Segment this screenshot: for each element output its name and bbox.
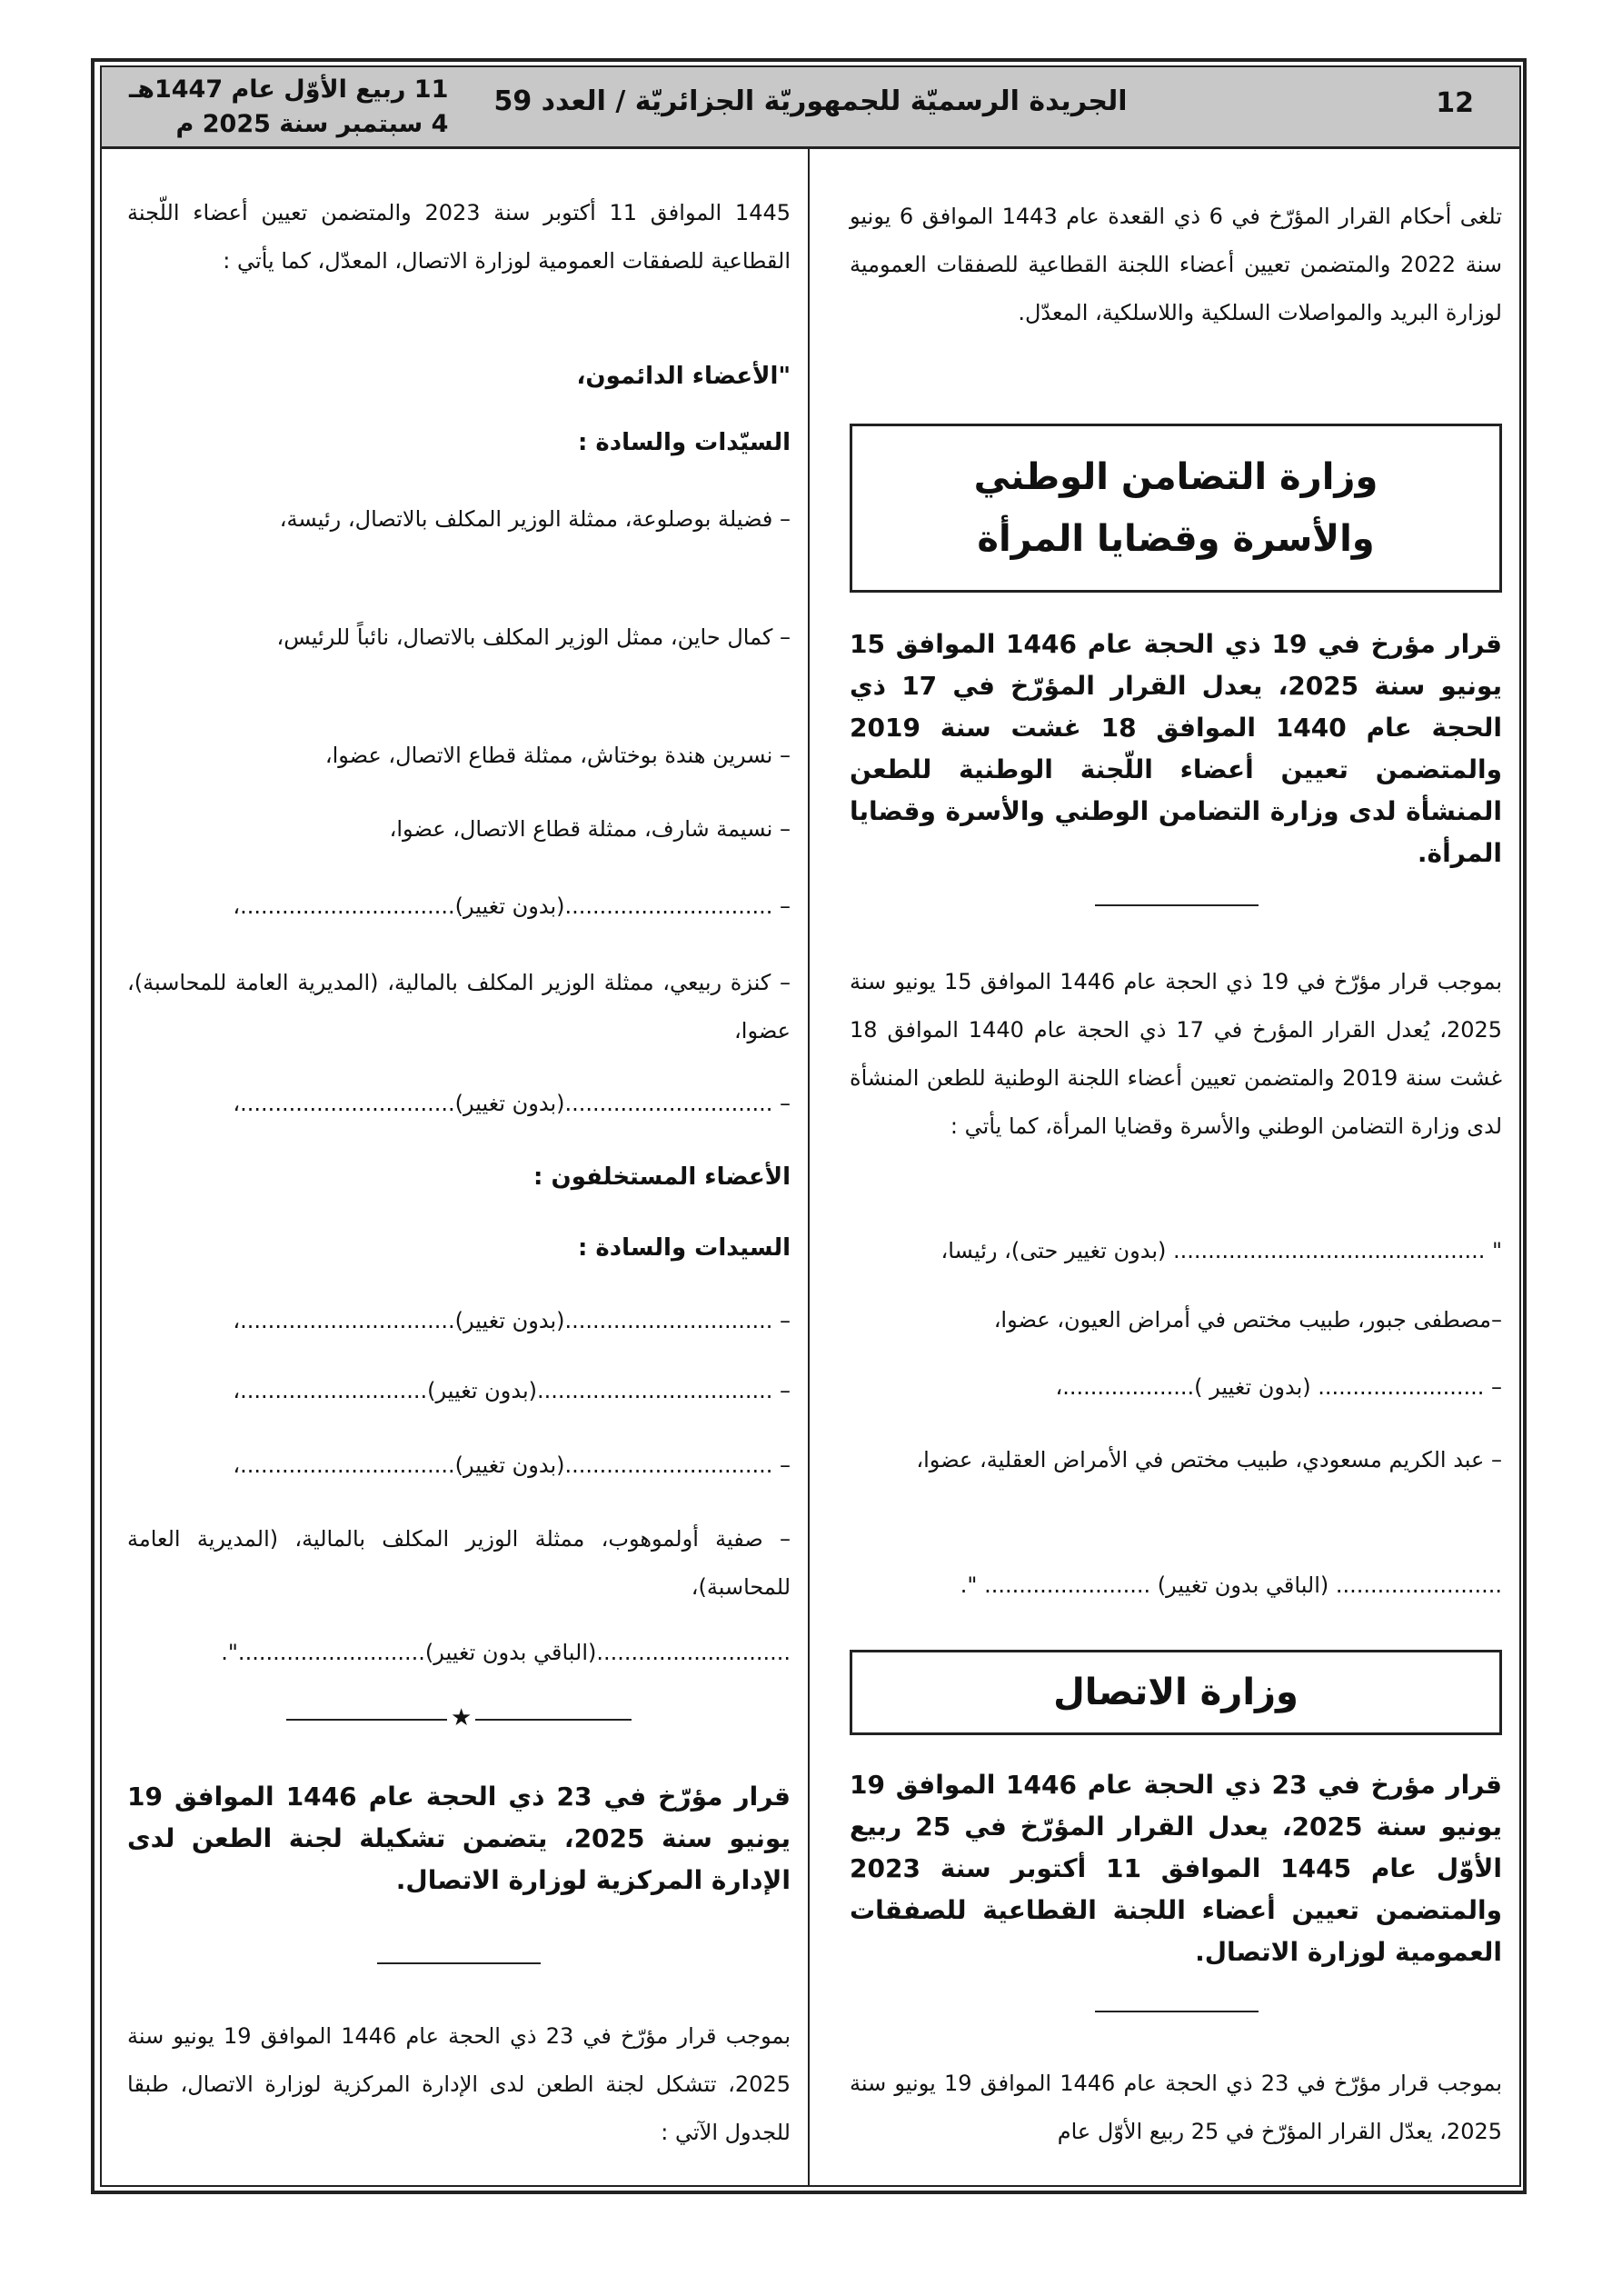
issue-date [129,73,448,142]
list-item: ............................(الباقي بدون تغيير)...........................". [221,1640,791,1665]
subheading: السيدات والسادة : [577,1234,791,1262]
list-item: – كمال حاين، ممثل الوزير المكلف بالاتصال، نائباً للرئيس، [276,624,791,650]
decree-title: قرار مؤرّخ في 23 ذي الحجة عام 1446 الموافق 19 يونيو سنة 2025، يتضمن تشكيلة لجنة الطعن لدى الإدارة المركزية لوزارة الاتصال. [127,1782,791,1895]
paragraph: بموجب قرار مؤرّخ في 19 ذي الحجة عام 1446 الموافق 15 يونيو سنة 2025، يُعدل القرار المؤرخ في 17 ذي الحجة عام 1440 الموافق 18 غشت سنة 2019 والمتضمن تعيين أعضاء اللجنة الوطنية للطعن المنشأة لدى وزارة التضامن الوطني والأسرة وقضايا المرأة، كما يأتي : [850,969,1503,1139]
list-item: – ..............................(بدون تغيير)...............................، [233,1091,791,1116]
journal-title: الجريدة الرسميّة للجمهوريّة الجزائريّة / العدد 59 [493,85,1128,117]
star-icon: ★ [447,1706,475,1730]
date-hijri: 11 ربيع الأوّل عام 1447هـ [129,75,449,104]
page-header [102,67,1519,149]
paragraph: بموجب قرار مؤرّخ في 23 ذي الحجة عام 1446 الموافق 19 يونيو سنة 2025، تتشكل لجنة الطعن لدى الإدارة المركزية لوزارة الاتصال، طبقا للجدول الآتي : [127,2023,791,2145]
separator [377,1962,541,1964]
list-item: – فضيلة بوصلوعة، ممثلة الوزير المكلف بالاتصال، رئيسة، [279,506,791,532]
paragraph: تلغى أحكام القرار المؤرّخ في 6 ذي القعدة عام 1443 الموافق 6 يونيو سنة 2022 والمتضمن تعيين أعضاء اللجنة القطاعية للصفقات العمومية لوزارة البريد والمواصلات السلكية واللاسلكية، المعدّل. [850,204,1503,325]
list-item: –مصطفى جبور، طبيب مختص في أمراض العيون، عضوا، [993,1307,1502,1333]
subheading: السيّدات والسادة : [577,429,791,456]
list-item: – ..................................(بدون تغيير)...........................، [233,1378,791,1403]
list-item: – نسرين هندة بوختاش، ممثلة قطاع الاتصال، عضوا، [324,743,791,768]
list-item: – صفية أولموهوب، ممثلة الوزير المكلف بالمالية، (المديرية العامة للمحاسبة)، [127,1526,791,1600]
ministry-heading: وزارة الاتصال [850,1650,1502,1735]
list-item: ........................ (الباقي بدون تغيير) ........................ ". [960,1572,1502,1598]
list-item: – ..............................(بدون تغيير)...............................، [233,893,791,919]
list-item: – عبد الكريم مسعودي، طبيب مختص في الأمراض العقلية، عضوا، [916,1447,1502,1472]
list-item: – ..............................(بدون تغيير)...............................، [233,1452,791,1478]
list-item: – ........................ (بدون تغيير )...................، [1055,1374,1502,1400]
separator [1095,2011,1259,2012]
column-divider [808,149,810,2185]
paragraph: 1445 الموافق 11 أكتوبر سنة 2023 والمتضمن تعيين أعضاء اللّجنة القطاعية للصفقات العمومية لوزارة الاتصال، المعدّل، كما يأتي : [127,200,791,274]
date-gregorian: 4 سبتمبر سنة 2025 م [175,110,449,138]
separator [1095,904,1259,906]
list-item: – كنزة ربيعي، ممثلة الوزير المكلف بالمالية، (المديرية العامة للمحاسبة)، عضوا، [127,970,791,1043]
subheading: الأعضاء المستخلفون : [533,1163,791,1191]
subheading: "الأعضاء الدائمون، [576,363,791,390]
list-item: – نسيمة شارف، ممثلة قطاع الاتصال، عضوا، [389,816,791,842]
paragraph: بموجب قرار مؤرّخ في 23 ذي الحجة عام 1446 الموافق 19 يونيو سنة 2025، يعدّل القرار المؤرّخ في 25 ربيع الأوّل عام [850,2071,1503,2144]
list-item: " ............................................. (بدون تغيير حتى)، رئيسا، [940,1238,1502,1263]
list-item: – ..............................(بدون تغيير)...............................، [233,1308,791,1333]
page-number: 12 [1436,87,1474,119]
ministry-heading: وزارة التضامن الوطني والأسرة وقضايا المرأة [850,424,1502,593]
decree-title: قرار مؤرخ في 19 ذي الحجة عام 1446 الموافق 15 يونيو سنة 2025، يعدل القرار المؤرّخ في 17 ذي الحجة عام 1440 الموافق 18 غشت سنة 2019 والمتضمن تعيين أعضاء اللّجنة الوطنية للطعن المنشأة لدى وزارة التضامن الوطني والأسرة وقضايا المرأة. [850,629,1503,868]
decree-title: قرار مؤرخ في 23 ذي الحجة عام 1446 الموافق 19 يونيو سنة 2025، يعدل القرار المؤرّخ في 25 ربيع الأوّل عام 1445 الموافق 11 أكتوبر سنة 2023 والمتضمن تعيين أعضاء اللجنة القطاعية للصفقات العمومية لوزارة الاتصال. [850,1770,1503,1967]
